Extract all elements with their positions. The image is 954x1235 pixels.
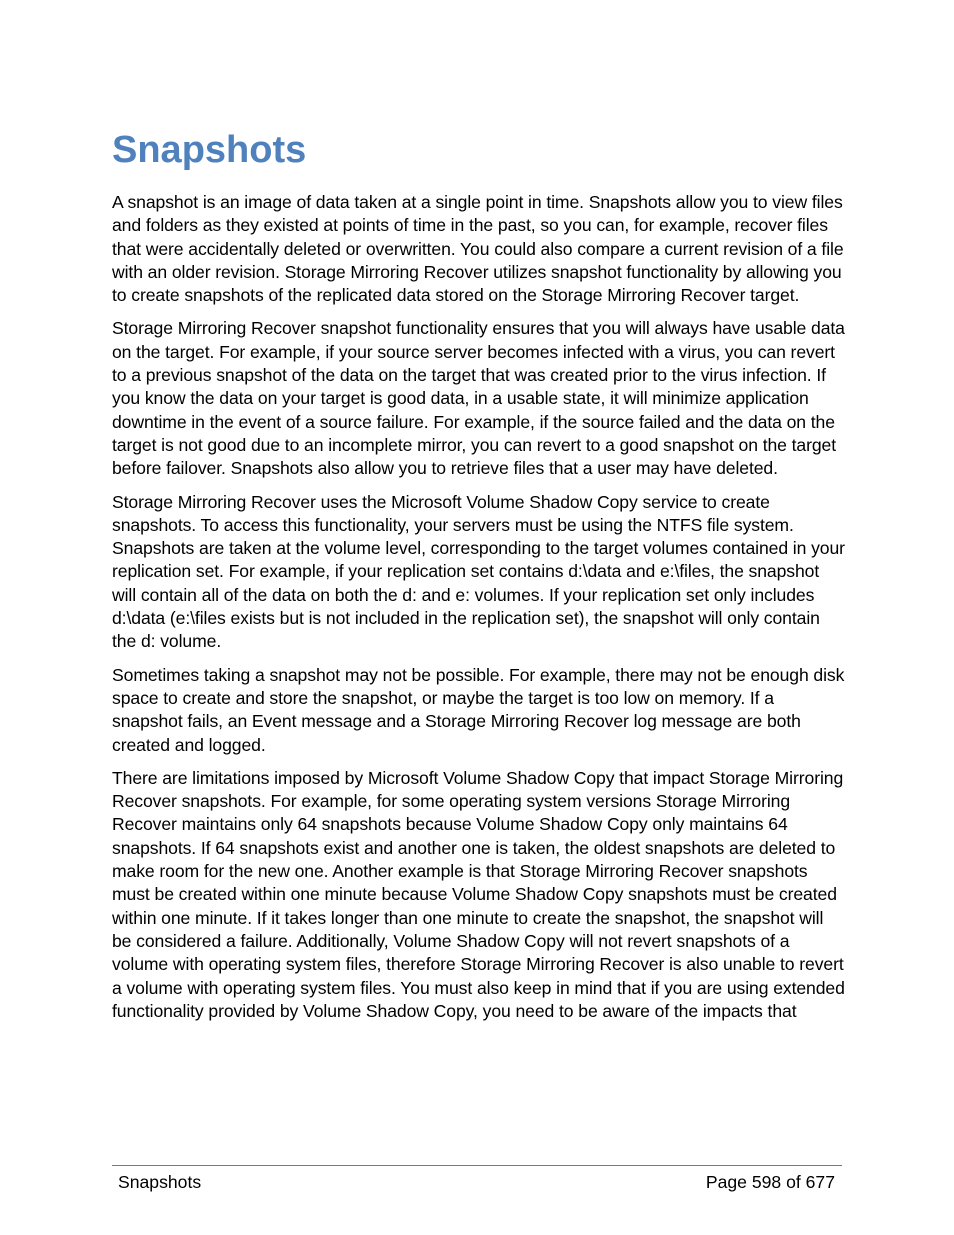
page-title: Snapshots (112, 129, 307, 171)
footer-divider (112, 1165, 842, 1166)
footer-page-number: Page 598 of 677 (705, 1172, 835, 1192)
paragraph-functionality: Storage Mirroring Recover snapshot functionality ensures that you will always have usable data on the target. For example, if your source server becomes infected with a virus, you can revert to a previous snapshot of the data on the target that was created prior to the virus infection. If you know the data on your target is good data, in a usable state, it will minimize application downtime in the event of a source failure. For example, if the source failed and the data on the target is not good due to an incomplete mirror, you can revert to a good snapshot on the target before failover. Snapshots also allow you to retrieve files that a user may have deleted. (112, 318, 845, 479)
paragraph-volume-shadow-copy: Storage Mirroring Recover uses the Microsoft Volume Shadow Copy service to create snapshots. To access this functionality, your servers must be using the NTFS file system. Snapshots are taken at the volume level, corresponding to the target volumes contained in your replication set. For example, if your replication set contains d:\data and e:\files, the snapshot will contain all of the data on both the d: and e: volumes. If your replication set only includes d:\data (e:\files exists but is not included in the replication set), the snapshot will only contain the d: volume. (112, 491, 845, 652)
body-content (112, 191, 847, 1033)
paragraph-limitations: There are limitations imposed by Microsoft Volume Shadow Copy that impact Storage Mirroring Recover snapshots. For example, for some operating system versions Storage Mirroring Recover maintains only 64 snapshots because Volume Shadow Copy only maintains 64 snapshots. If 64 snapshots exist and another one is taken, the oldest snapshots are deleted to make room for the new one. Another example is that Storage Mirroring Recover snapshots must be created within one minute because Volume Shadow Copy snapshots must be created within one minute. If it takes longer than one minute to create the snapshot, the snapshot will be considered a failure. Additionally, Volume Shadow Copy will not revert snapshots of a volume with operating system files, therefore Storage Mirroring Recover is also unable to revert a volume with operating system files. You must also keep in mind that if you are using extended functionality provided by Volume Shadow Copy, you need to be aware of the impacts that (112, 767, 845, 1021)
paragraph-intro: A snapshot is an image of data taken at a single point in time. Snapshots allow you to view files and folders as they existed at points of time in the past, so you can, for example, recover files that were accidentally deleted or overwritten. You could also compare a current revision of a file with an older revision. Storage Mirroring Recover utilizes snapshot functionality by allowing you to create snapshots of the replicated data stored on the Storage Mirroring Recover target. (112, 192, 844, 306)
paragraph-snapshot-failure: Sometimes taking a snapshot may not be possible. For example, there may not be enough disk space to create and store the snapshot, or maybe the target is too low on memory. If a snapshot fails, an Event message and a Storage Mirroring Recover log message are both created and logged. (112, 664, 845, 755)
footer-section-title: Snapshots (118, 1172, 202, 1192)
